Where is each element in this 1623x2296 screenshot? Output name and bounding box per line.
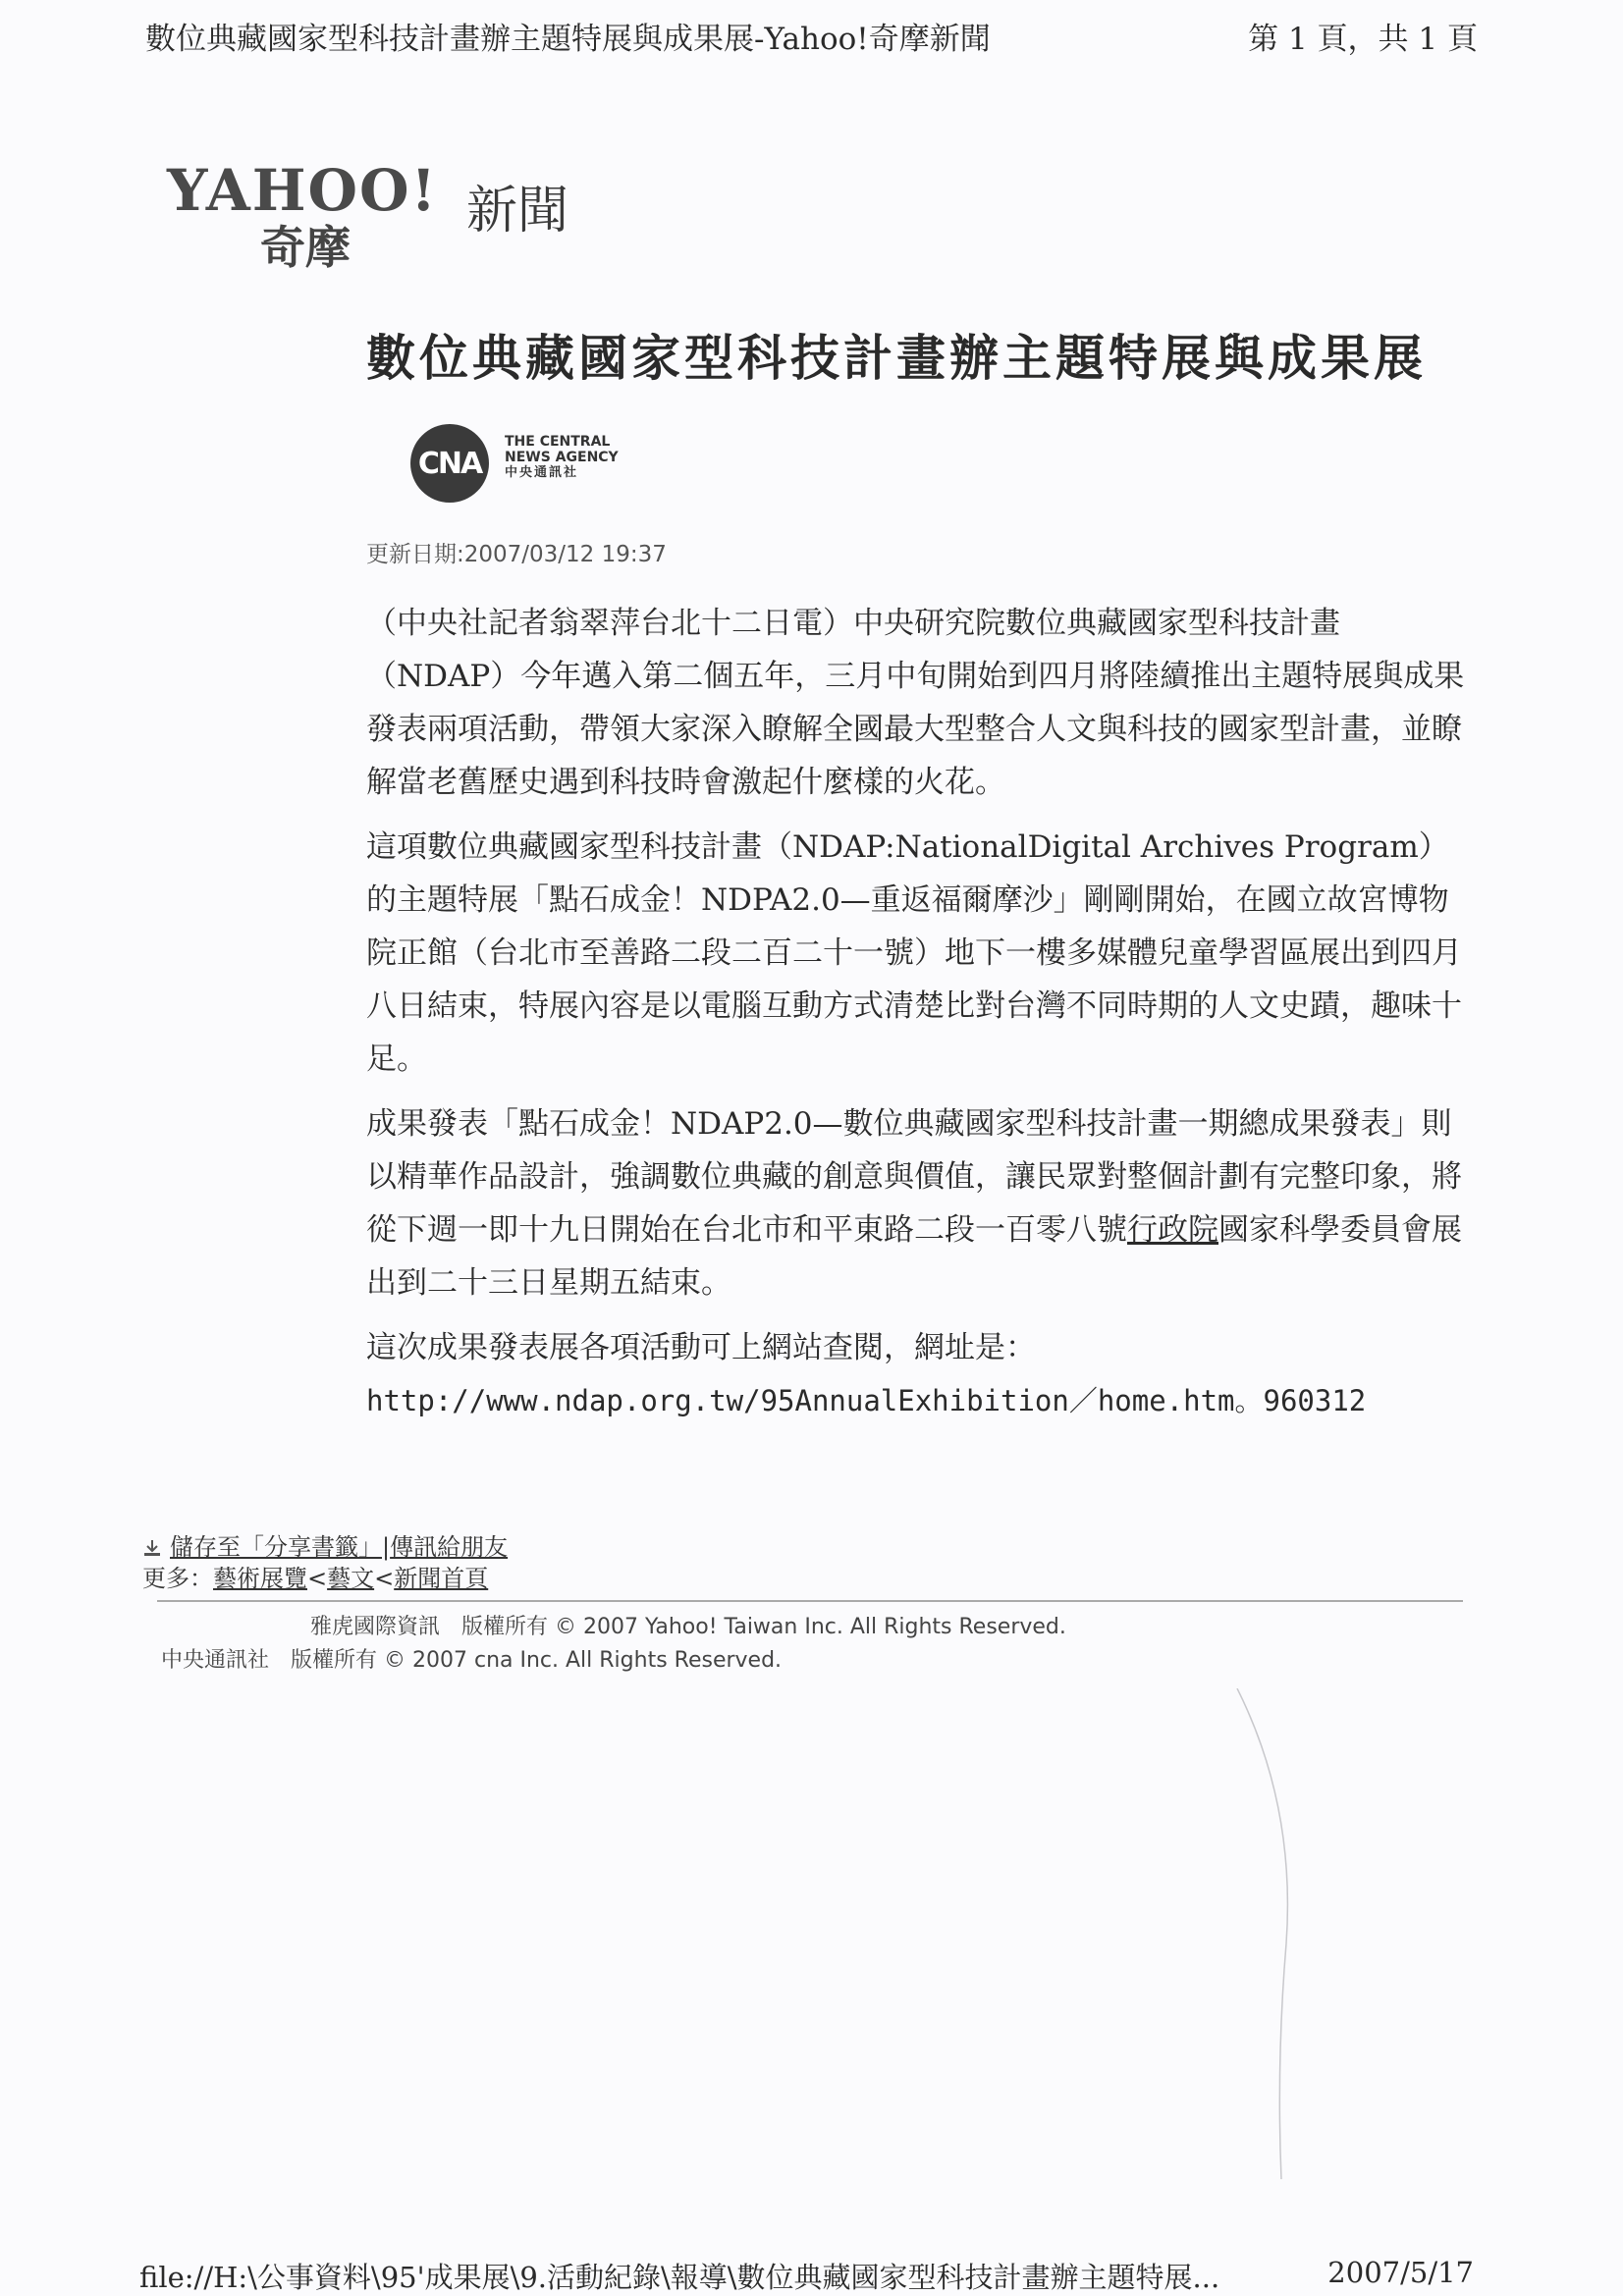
paragraph-1: （中央社記者翁翠萍台北十二日電）中央研究院數位典藏國家型科技計畫（NDAP）今年邁入第二個五年，三月中旬開始到四月將陸續推出主題特展與成果發表兩項活動，帶領大家深入瞭解全國最大型整合人文與科技的國家型計畫，並瞭解當老舊歷史遇到科技時會激起什麼樣的火花。 — [366, 606, 1465, 800]
share-row — [142, 1531, 508, 1563]
more-label: 更多： — [142, 1565, 213, 1592]
breadcrumb-arts[interactable]: 藝文 — [327, 1565, 375, 1592]
print-header-title: 數位典藏國家型科技計畫辦主題特展與成果展-Yahoo!奇摩新聞 — [145, 22, 991, 57]
article-body — [366, 597, 1476, 1439]
cna-logo — [410, 424, 636, 503]
paragraph-3-text: 成果發表「點石成金！NDAP2.0—數位典藏國家型科技計畫一期總成果發表」則以精華作品設計，強調數位典藏的創意與價值，讓民眾對整個計劃有完整印象，將從下週一即十九日開始在台北市和平東路二段一百零八號 — [366, 1106, 1462, 1248]
yahoo-copyright: 雅虎國際資訊 版權所有 © 2007 Yahoo! Taiwan Inc. All Rights Reserved. — [310, 1615, 1066, 1639]
cna-line1: THE CENTRAL — [505, 434, 611, 450]
print-header-page: 第 1 頁，共 1 頁 — [1248, 22, 1478, 57]
paragraph-3 — [366, 1097, 1476, 1309]
breadcrumb-sep: < — [374, 1565, 395, 1592]
action-separator: | — [382, 1533, 391, 1561]
cna-text — [505, 434, 619, 481]
paper-fold-line — [1227, 1688, 1345, 2179]
cna-chinese: 中央通訊社 — [505, 465, 579, 480]
logo-chinese-text: 奇摩 — [260, 221, 351, 274]
article-actions — [142, 1531, 508, 1594]
article-title: 數位典藏國家型科技計畫辦主題特展與成果展 — [366, 329, 1427, 387]
cna-mark-icon: CNA — [410, 424, 489, 503]
more-row — [142, 1563, 508, 1594]
breadcrumb-sep: < — [307, 1565, 328, 1592]
paragraph-3-text-end: 國家科學委員會展出到二十三日星期五結束。 — [366, 1212, 1462, 1301]
breadcrumb-news-home[interactable]: 新聞首頁 — [394, 1565, 489, 1592]
paragraph-4-text: 這次成果發表展各項活動可上網站查閱，網址是： — [366, 1330, 1036, 1365]
update-date: 更新日期:2007/03/12 19:37 — [366, 542, 667, 567]
print-footer-date: 2007/5/17 — [1327, 2256, 1474, 2289]
print-header — [145, 14, 1478, 57]
executive-yuan-link[interactable]: 行政院 — [1127, 1212, 1218, 1248]
logo-news-text: 新聞 — [466, 182, 569, 240]
breadcrumb-art-exhibition[interactable]: 藝術展覽 — [213, 1565, 307, 1592]
save-bookmark-link[interactable]: 儲存至「分享書籤」 — [170, 1533, 382, 1561]
logo-yahoo-text: YAHOO! — [167, 157, 439, 224]
paragraph-4 — [366, 1321, 1476, 1427]
exhibition-url: http://www.ndap.org.tw/95AnnualExhibition／home.htm。960312 — [366, 1384, 1367, 1417]
save-icon — [142, 1534, 162, 1554]
yahoo-news-logo[interactable] — [167, 157, 579, 275]
print-footer — [139, 2256, 1474, 2295]
divider — [157, 1600, 1463, 1602]
send-to-friend-link[interactable]: 傳訊給朋友 — [390, 1533, 509, 1561]
paragraph-2: 這項數位典藏國家型科技計畫（NDAP:NationalDigital Archives Program）的主題特展「點石成金！NDPA2.0—重返福爾摩沙」剛剛開始，在國立故宮博物院正館（台北市至善路二段二百二十一號）地下一樓多媒體兒童學習區展出到四月八日結束，特展內容是以電腦互動方式清楚比對台灣不同時期的人文史蹟，趣味十足。 — [366, 829, 1462, 1077]
cna-copyright: 中央通訊社 版權所有 © 2007 cna Inc. All Rights Reserved. — [161, 1648, 783, 1673]
cna-line2: NEWS AGENCY — [505, 450, 619, 465]
print-footer-path: file://H:\公事資料\95'成果展\9.活動紀錄\報導\數位典藏國家型科技計畫辦主題特展... — [139, 2261, 1220, 2294]
